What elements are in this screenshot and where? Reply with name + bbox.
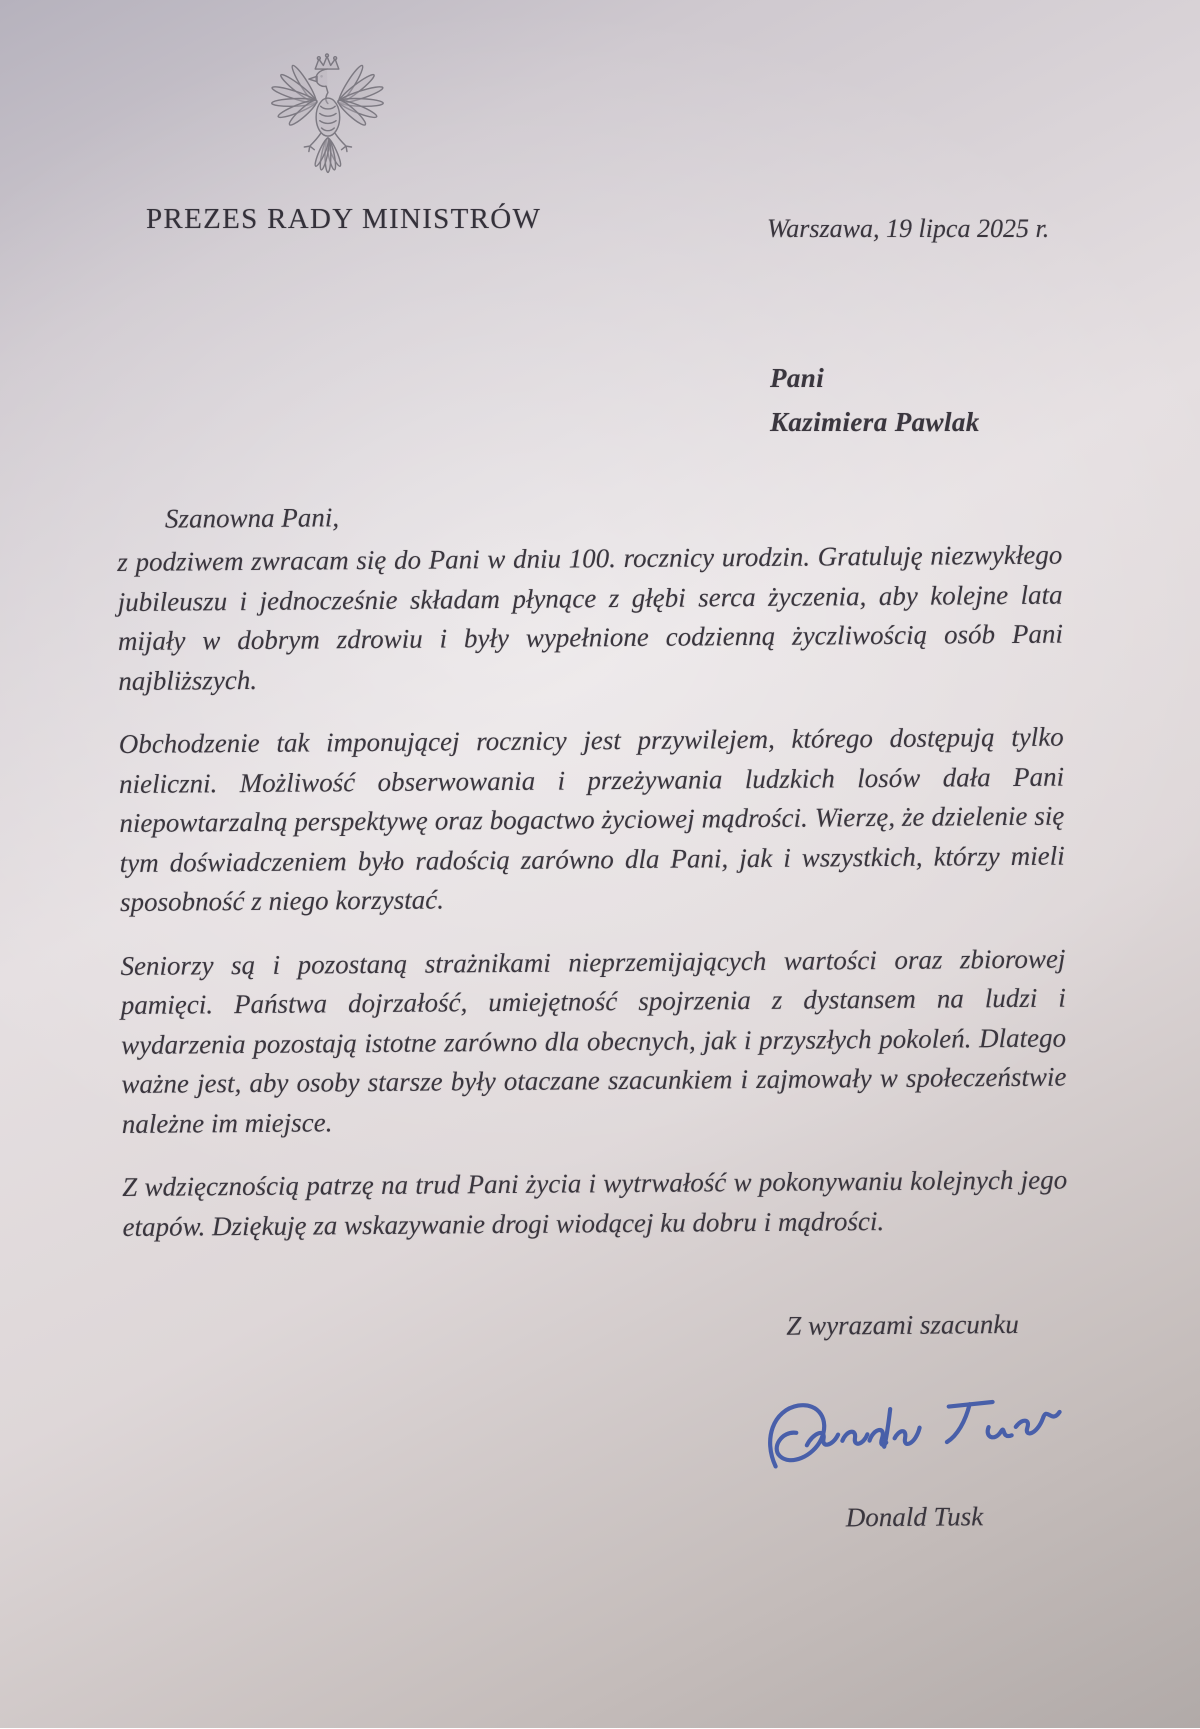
signer-printed-name: Donald Tusk [845,1501,984,1533]
recipient-honorific: Pani [770,363,825,393]
salutation: Szanowna Pani, [164,502,340,534]
letter-body [117,536,1068,1271]
signature-handwritten-donald-tusk [749,1383,1070,1501]
sender-title: PREZES RADY MINISTRÓW [146,203,542,235]
paragraph-3: Seniorzy są i pozostaną strażnikami nieprzemijających wartości oraz zbiorowej pamięci. Państwa dojrzałość, umiejętność spojrzenia z dystansem na ludzi i wydarzenia pozostają istotne zarówno dla obecnych, jak i przyszłych pokoleń. Dlatego ważne jest, aby osoby starsze były otaczane szacunkiem i zajmowały w społeczeństwie należne im miejsce. [120,943,1067,1139]
place-date: Warszawa, 19 lipca 2025 r. [767,214,1050,243]
recipient-name: Kazimiera Pawlak [770,407,980,437]
paragraph-2: Obchodzenie tak imponującej rocznicy jest przywilejem, którego dostępują tylko nieliczni. Możliwość obserwowania i przeżywania ludzkich losów dała Pani niepowtarzalną perspektywę oraz bogactwo życiowej mądrości. Wierzę, że dzielenie się tym doświadczeniem było radością zarówno dla Pani, jak i wszystkich, którzy mieli sposobność z niego korzystać. [118,721,1065,918]
paragraph-4: Z wdzięcznością patrzę na trud Pani życia i wytrwałość w pokonywaniu kolejnych jego etapów. Dziękuję za wskazywanie drogi wiodącej ku dobru i mądrości. [122,1164,1068,1242]
paragraph-1: z podziwem zwracam się do Pani w dniu 100. rocznicy urodzin. Gratuluję niezwykłego jubileuszu i jednocześnie składam płynące z głębi serca życzenia, aby kolejne lata mijały w dobrym zdrowiu i były wypełnione codzienną życzliwością osób Pani najbliższych. [117,539,1064,696]
closing-phrase: Z wyrazami szacunku [786,1308,1019,1341]
